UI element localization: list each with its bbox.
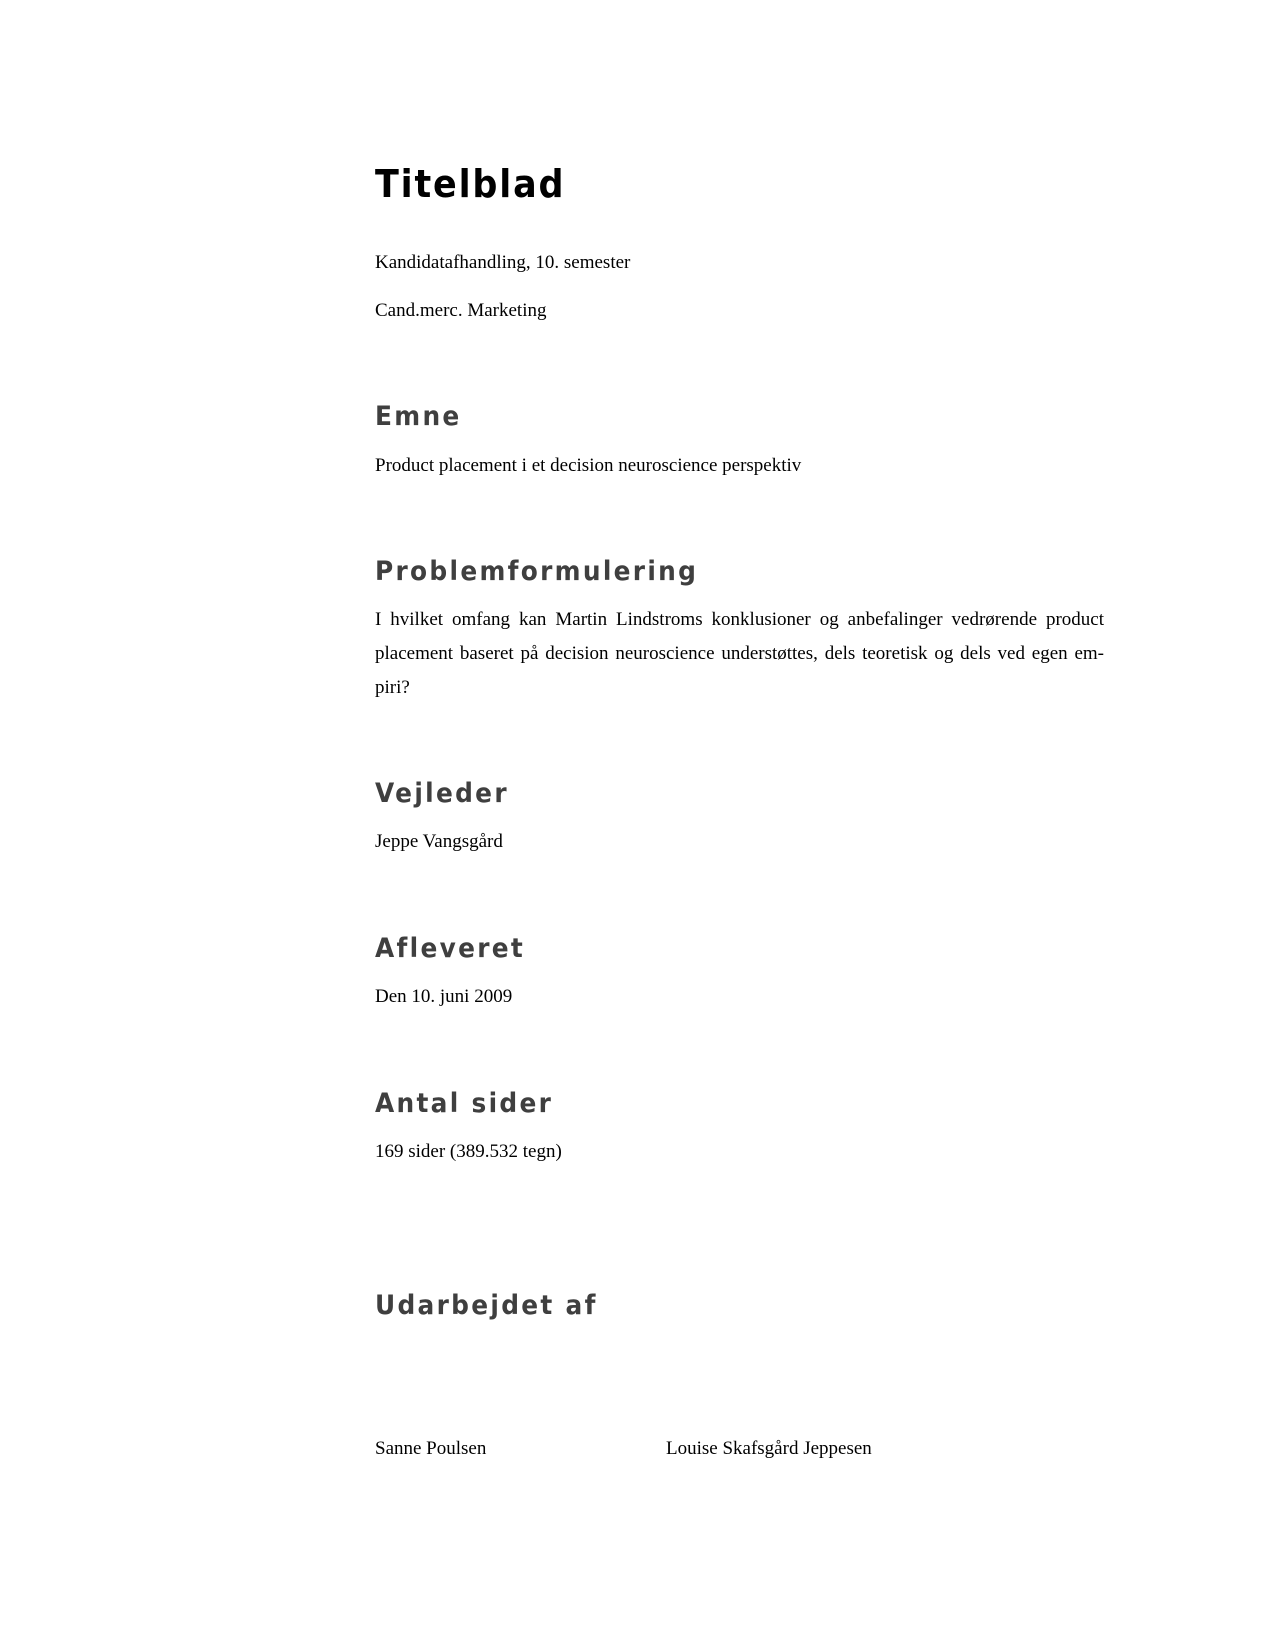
problemformulering-line-3: piri? bbox=[375, 677, 410, 698]
problemformulering-line-2: placement baseret på decision neuroscience understøttes, dels teoretisk og dels ved egen em- bbox=[375, 643, 1104, 664]
heading-afleveret: Afleveret bbox=[375, 933, 526, 964]
heading-problemformulering: Problemformulering bbox=[375, 556, 699, 587]
vejleder-name: Jeppe Vangsgård bbox=[375, 831, 503, 852]
study-programme: Cand.merc. Marketing bbox=[375, 300, 547, 321]
afleveret-date: Den 10. juni 2009 bbox=[375, 986, 513, 1007]
thesis-type: Kandidatafhandling, 10. semester bbox=[375, 252, 631, 273]
heading-emne: Emne bbox=[375, 401, 462, 432]
problemformulering-line-1: I hvilket omfang kan Martin Lindstroms konklusioner og anbefalinger vedrørende product bbox=[375, 609, 1104, 630]
antal-sider-text: 169 sider (389.532 tegn) bbox=[375, 1141, 562, 1162]
author-name: Sanne Poulsen bbox=[375, 1438, 487, 1459]
heading-udarbejdet-af: Udarbejdet af bbox=[375, 1290, 598, 1321]
heading-vejleder: Vejleder bbox=[375, 778, 509, 809]
emne-text: Product placement i et decision neuroscience perspektiv bbox=[375, 455, 802, 476]
heading-antal-sider: Antal sider bbox=[375, 1088, 554, 1119]
author-name: Louise Skafsgård Jeppesen bbox=[666, 1438, 872, 1459]
page-title: Titelblad bbox=[375, 162, 566, 206]
problemformulering-text bbox=[375, 603, 1104, 705]
